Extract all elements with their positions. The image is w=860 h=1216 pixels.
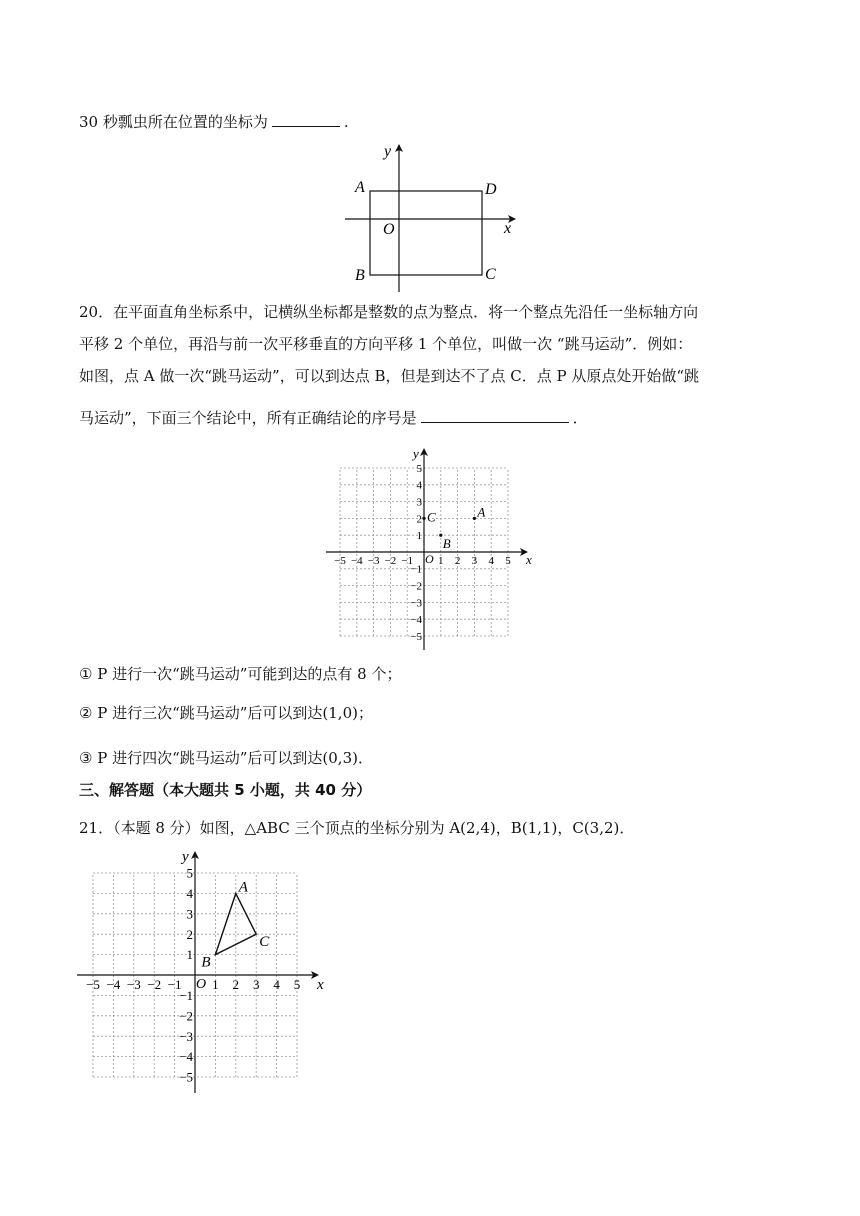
fig21-y-tick-label: −1 <box>179 987 193 1003</box>
fig20-x-tick-label: 5 <box>505 555 511 567</box>
fig20-label-y: y <box>413 446 419 461</box>
fig20-x-tick-label: −1 <box>401 555 414 567</box>
fig21-x-tick-label: 4 <box>273 977 280 992</box>
fig20-y-tick-label: 4 <box>416 479 422 492</box>
q19-answer-blank[interactable] <box>272 112 340 127</box>
fig21-label-C: C <box>259 934 270 951</box>
fig20-x-tick-label: 1 <box>438 555 444 567</box>
fig21-y-tick-label: 5 <box>186 865 193 881</box>
fig20-y-tick-label: −1 <box>410 563 422 576</box>
fig20-label-A: A <box>477 504 486 520</box>
fig21-label-A: A <box>238 879 248 896</box>
fig21-y-tick-label: 1 <box>186 947 193 963</box>
fig19-label-D: D <box>485 181 497 198</box>
section-3-heading: 三、解答题（本大题共 5 小题，共 40 分） <box>79 781 372 799</box>
fig21-y-tick-label: −4 <box>179 1049 193 1065</box>
fig20-y-tick-label: 3 <box>416 496 422 509</box>
fig20-label-x: x <box>526 552 532 567</box>
statement-1: ① P 进行一次“跳马运动”可能到达的点有 8 个； <box>79 665 402 683</box>
fig19-rect-axes <box>340 140 540 290</box>
fig20-x-tick-label: 4 <box>488 555 494 567</box>
fig21-label-B: B <box>201 954 211 971</box>
fig21-x-tick-label: 5 <box>293 977 301 992</box>
fig20-y-tick-label: 5 <box>416 462 422 475</box>
q20-answer-blank[interactable] <box>421 408 569 423</box>
fig20-x-tick-label: 2 <box>454 555 461 567</box>
fig20-y-tick-label: 2 <box>416 513 422 526</box>
fig21-y-tick-label: −3 <box>179 1028 193 1044</box>
fig20-y-tick-label: −5 <box>410 630 422 643</box>
fig20-x-tick-label: 3 <box>471 555 478 567</box>
fig20-x-tick-label: −3 <box>367 555 380 567</box>
statement-3: ③ P 进行四次“跳马运动”后可以到达(0,3)． <box>79 749 373 767</box>
q20-line-3: 如图，点 A 做一次“跳马运动”，可以到达点 B，但是到达不了点 C．点 P 从原点处开始做“跳 <box>79 367 700 385</box>
fig21-x-tick-label: −3 <box>126 977 141 992</box>
fig19-label-C: C <box>485 266 496 283</box>
fig21-x-tick-label: −2 <box>147 977 162 992</box>
q20-line-2: 平移 2 个单位，再沿与前一次平移垂直的方向平移 1 个单位，叫做一次 “跳马运动”．例如： <box>79 335 693 353</box>
fig21-y-tick-label: −2 <box>179 1008 193 1024</box>
q19-text: 30 秒瓢虫所在位置的坐标为 <box>79 113 268 131</box>
fig21-label-x: x <box>317 977 324 993</box>
fig20-point-A <box>473 517 476 520</box>
fig20-y-tick-label: −2 <box>410 580 422 593</box>
q20-line-1: 20．在平面直角坐标系中，记横纵坐标都是整数的点为整点．将一个整点先沿任一坐标轴方向 <box>79 303 699 321</box>
fig20-y-tick-label: 1 <box>416 530 422 543</box>
fig21-x-tick-label: 3 <box>252 977 260 992</box>
fig20-y-tick-label: −3 <box>410 597 422 610</box>
fig21-grid <box>78 848 324 1085</box>
fig20-x-tick-label: −4 <box>350 555 363 567</box>
fig20-label-C: C <box>427 509 436 525</box>
fig21-y-tick-label: 2 <box>186 926 193 942</box>
q21-text: 21．（本题 8 分）如图，△ABC 三个顶点的坐标分别为 A(2,4)，B(1,1)，C(3,2)． <box>79 819 635 837</box>
fig21-label-O: O <box>196 977 207 992</box>
fig19-label-x: x <box>504 220 512 237</box>
fig21-x-tick-label: −1 <box>167 977 182 992</box>
q19-end: . <box>343 113 349 131</box>
fig21-x-tick-label: 1 <box>212 977 219 992</box>
fig20-y-tick-label: −4 <box>410 614 422 627</box>
fig19-label-A: A <box>355 179 365 196</box>
q20-line-4-end: ． <box>572 409 588 427</box>
fig20-label-B: B <box>442 536 451 552</box>
fig20-point-C <box>422 517 425 520</box>
fig20-x-tick-label: −5 <box>334 555 346 567</box>
fig21-label-y: y <box>182 849 189 865</box>
q20-line-4 <box>79 408 588 428</box>
fig19-label-B: B <box>355 267 365 284</box>
fig21-x-tick-label: −5 <box>86 977 100 992</box>
fig21-y-tick-label: −5 <box>179 1069 193 1085</box>
fig20-grid <box>328 442 538 642</box>
fig21-x-tick-label: −4 <box>106 977 121 992</box>
statement-2: ② P 进行三次“跳马运动”后可以到达(1,0)； <box>79 704 373 722</box>
fig19-label-O: O <box>383 221 395 238</box>
fig21-y-tick-label: 3 <box>186 906 193 922</box>
fig21-x-tick-label: 2 <box>232 977 240 992</box>
q20-line-4-text: 马运动”，下面三个结论中，所有正确结论的序号是 <box>79 409 417 427</box>
q19-answer-line <box>79 112 349 132</box>
fig21-y-tick-label: 4 <box>186 885 193 901</box>
fig20-x-tick-label: −2 <box>384 555 397 567</box>
fig20-label-O: O <box>425 552 434 566</box>
fig19-label-y: y <box>384 143 392 160</box>
